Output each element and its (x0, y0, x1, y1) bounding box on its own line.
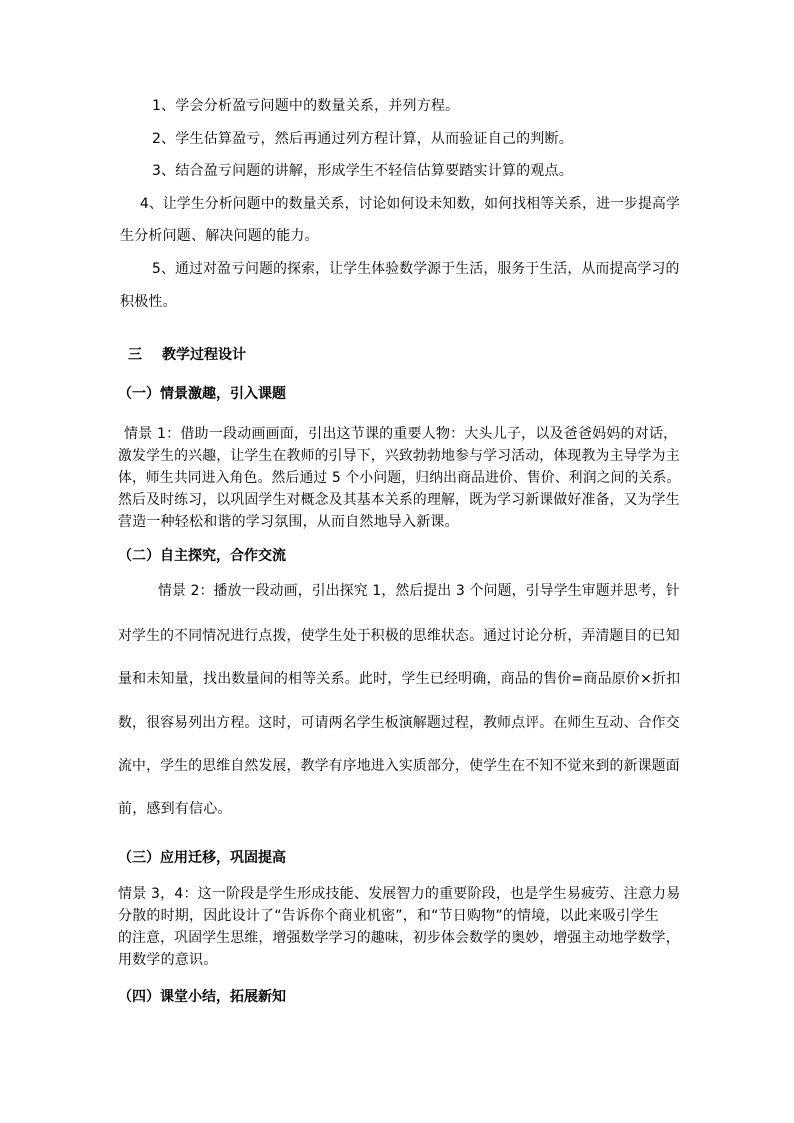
part1-line-4: 然后及时练习，以巩固学生对概念及其基本关系的理解，既为学习新课做好准备，又为学生 (118, 492, 680, 508)
part1-line-1: 情景 1：借助一段动画画面，引出这节课的重要人物：大头儿子，以及爸爸妈妈的对话， (124, 426, 678, 442)
part2-heading: （二）自主探究，合作交流 (118, 548, 286, 564)
part1-line-5: 营造一种轻松和谐的学习氛围，从而自然地导入新课。 (118, 514, 459, 530)
objective-1: 1、学会分析盈亏问题中的数量关系，并列方程。 (152, 98, 460, 114)
part2-line-4: 数，很容易列出方程。这时，可请两名学生板演解题过程，教师点评。在师生互动、合作交 (118, 715, 680, 731)
part2-line-2: 对学生的不同情况进行点拨，使学生处于积极的思维状态。通过讨论分析，弄清题目的已知 (118, 628, 680, 644)
objective-4-line-2: 生分析问题、解决问题的能力。 (120, 228, 319, 244)
part3-line-4: 用数学的意识。 (118, 952, 218, 968)
part3-line-2: 分散的时期，因此设计了“告诉你个商业机密”，和“节日购物”的情境，以此来吸引学生 (118, 908, 660, 924)
part2-line-1: 情景 2：播放一段动画，引出探究 1，然后提出 3 个问题，引导学生审题并思考，针 (158, 583, 680, 599)
part4-heading: （四）课堂小结，拓展新知 (118, 989, 286, 1005)
part1-line-2: 激发学生的兴趣，让学生在教师的引导下，兴致勃勃地参与学习活动，体现教为主导学为主 (118, 448, 680, 464)
part3-heading: （三）应用迁移，巩固提高 (118, 850, 286, 866)
part1-heading: （一）情景激趣，引入课题 (118, 386, 286, 402)
objective-5-line-1: 5、通过对盈亏问题的探索，让学生体验数学源于生活，服务于生活，从而提高学习的 (152, 261, 680, 277)
part1-line-3: 体，师生共同进入角色。然后通过 5 个小问题，归纳出商品进价、售价、利润之间的关系。 (118, 470, 681, 486)
part2-line-6: 前，感到有信心。 (118, 801, 232, 817)
section-three-title: 教学过程设计 (162, 347, 246, 363)
section-three-number: 三 (128, 347, 142, 363)
objective-5-line-2: 积极性。 (120, 294, 177, 310)
part2-line-5: 流中，学生的思维自然发展，教学有序地进入实质部分，使学生在不知不觉来到的新课题面 (118, 758, 680, 774)
part3-line-3: 的注意，巩固学生思维，增强数学学习的趣味，初步体会数学的奥妙，增强主动地学数学， (118, 930, 680, 946)
objective-4-line-1: 4、让学生分析问题中的数量关系，讨论如何设未知数，如何找相等关系，进一步提高学 (140, 196, 680, 212)
part2-line-3: 量和未知量，找出数量间的相等关系。此时，学生已经明确，商品的售价=商品原价×折扣 (118, 671, 681, 687)
objective-2: 2、学生估算盈亏，然后再通过列方程计算，从而验证自己的判断。 (152, 131, 573, 147)
objective-3: 3、结合盈亏问题的讲解，形成学生不轻信估算要踏实计算的观点。 (152, 163, 573, 179)
part3-line-1: 情景 3，4：这一阶段是学生形成技能、发展智力的重要阶段，也是学生易疲劳、注意力易 (118, 886, 681, 902)
